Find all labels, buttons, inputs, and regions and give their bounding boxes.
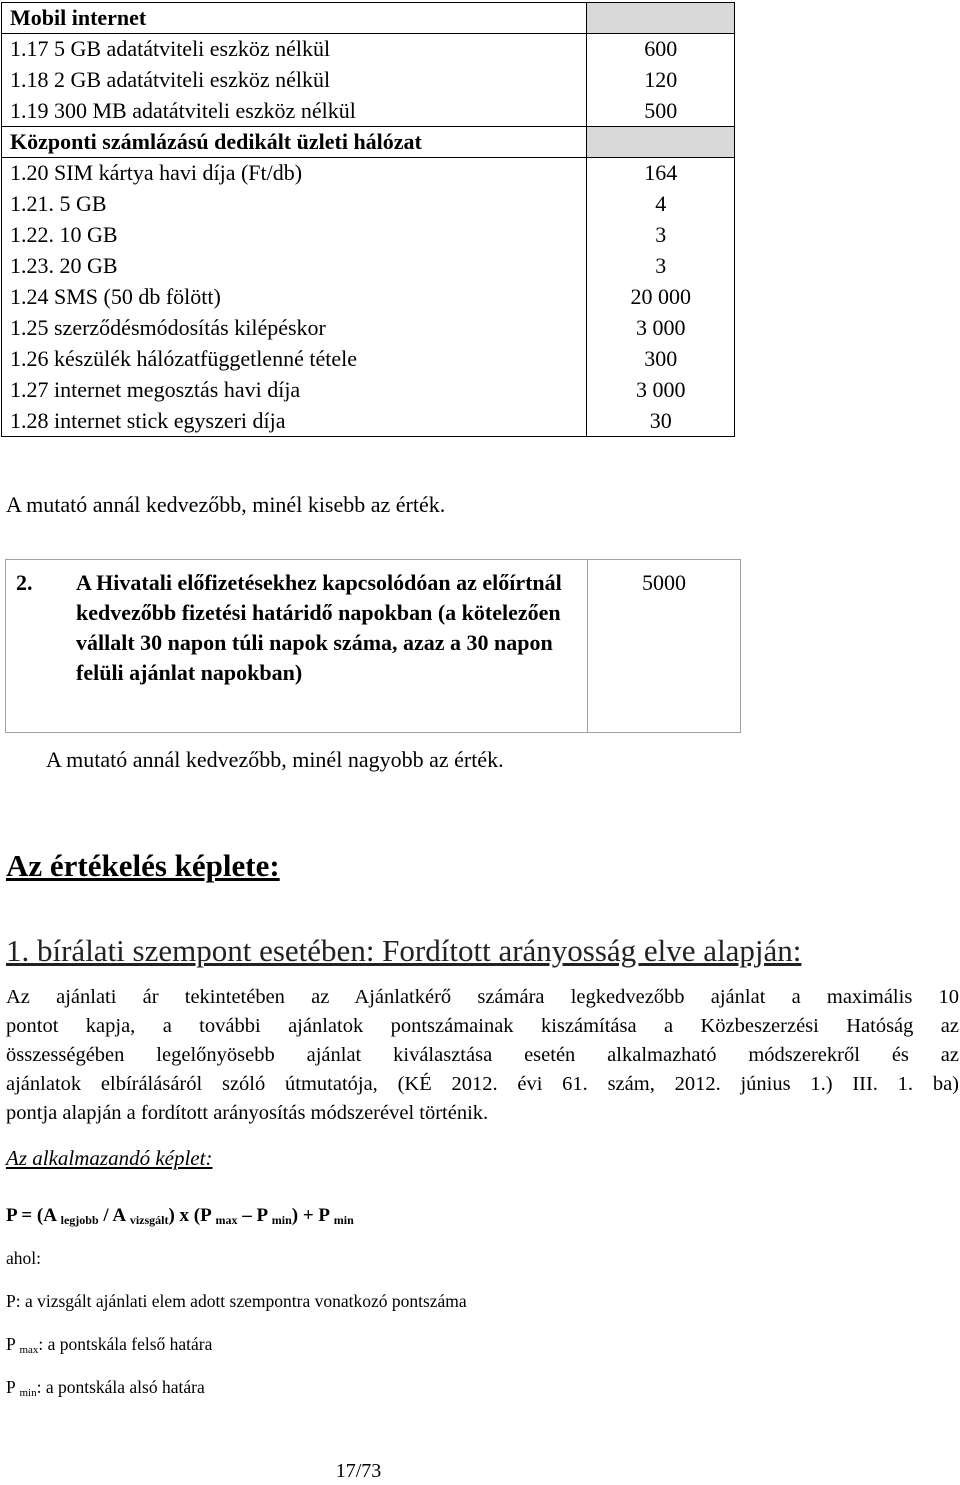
row-label: 1.22. 10 GB — [2, 220, 587, 251]
definition-pmax — [6, 1331, 212, 1363]
row-label: 1.23. 20 GB — [2, 251, 587, 282]
row-label: Központi számlázású dedikált üzleti hálózat — [2, 127, 587, 158]
paragraph-line: pontot kapja, a további ajánlatok pontszámainak kiszámítása a Közbeszerzési Hatóság az — [6, 1015, 959, 1037]
definition-p: P: a vizsgált ajánlati elem adott szempontra vonatkozó pontszáma — [6, 1291, 467, 1311]
criterion-text: A Hivatali előfizetésekhez kapcsolódóan az előírtnál kedvezőbb fizetési határidő napokban (a kötelezően vállalt 30 napon túli napok száma, azaz a 30 napon felüli ajánlat napokban) — [76, 570, 562, 685]
formula-part: / A — [98, 1205, 130, 1226]
row-label: 1.26 készülék hálózatfüggetlenné tétele — [2, 344, 587, 375]
row-value — [587, 3, 735, 34]
def-base: P — [6, 1377, 20, 1397]
row-label: 1.21. 5 GB — [2, 189, 587, 220]
page-number: 17/73 — [335, 1460, 382, 1482]
formula-part: P = (A — [6, 1205, 61, 1226]
criterion-value: 5000 — [642, 570, 686, 595]
formula-part: ) x (P — [168, 1205, 216, 1226]
row-value: 20 000 — [587, 282, 735, 313]
row-value: 4 — [587, 189, 735, 220]
row-label: 1.24 SMS (50 db fölött) — [2, 282, 587, 313]
table-row — [2, 34, 735, 65]
def-text: : a pontskála felső határa — [38, 1334, 213, 1354]
table-row — [2, 189, 735, 220]
table-row — [2, 251, 735, 282]
row-value: 500 — [587, 96, 735, 127]
formula-part: – P — [237, 1205, 272, 1226]
table-row — [2, 344, 735, 375]
paragraph-line: ajánlatok elbírálásáról szóló útmutatója, (KÉ 2012. évi 61. szám, 2012. június 1.) III. 1. ba) — [6, 1073, 959, 1095]
row-value: 600 — [587, 34, 735, 65]
table-row — [2, 96, 735, 127]
row-value — [587, 127, 735, 158]
table-row — [2, 65, 735, 96]
table-row — [2, 3, 735, 34]
formula-part: ) + P — [291, 1205, 334, 1226]
note-larger-better: A mutató annál kedvezőbb, minél nagyobb az érték. — [46, 747, 504, 772]
def-subscript: min — [19, 1387, 37, 1399]
table-row — [2, 406, 735, 437]
formula-subscript: vizsgált — [129, 1213, 169, 1227]
table-row — [2, 313, 735, 344]
sub-heading: 1. bírálati szempont esetében: Fordított arányosság elve alapján: — [6, 933, 802, 968]
row-label: 1.27 internet megosztás havi díja — [2, 375, 587, 406]
row-label: 1.20 SIM kártya havi díja (Ft/db) — [2, 158, 587, 189]
table-row — [2, 282, 735, 313]
row-label: 1.19 300 MB adatátviteli eszköz nélkül — [2, 96, 587, 127]
ahol-label: ahol: — [6, 1248, 41, 1268]
def-subscript: max — [19, 1344, 39, 1356]
definition-pmin — [6, 1374, 205, 1406]
section-heading: Az értékelés képlete: — [6, 848, 280, 883]
row-value: 300 — [587, 344, 735, 375]
formula — [6, 1201, 354, 1235]
paragraph-line: Az ajánlati ár tekintetében az Ajánlatkérő számára legkedvezőbb ajánlat a maximális 10 — [6, 986, 959, 1008]
note-smaller-better: A mutató annál kedvezőbb, minél kisebb az érték. — [6, 492, 446, 517]
table-row — [2, 220, 735, 251]
row-value: 30 — [587, 406, 735, 437]
row-value: 120 — [587, 65, 735, 96]
formula-subscript: min — [333, 1213, 354, 1227]
row-value: 3 — [587, 251, 735, 282]
paragraph-line: összességében legelőnyösebb ajánlat kiválasztása esetén alkalmazható módszerekről és az — [6, 1044, 959, 1066]
row-label: 1.17 5 GB adatátviteli eszköz nélkül — [2, 34, 587, 65]
row-label: Mobil internet — [2, 3, 587, 34]
formula-subscript: max — [215, 1213, 238, 1227]
formula-label: Az alkalmazandó képlet: — [6, 1146, 213, 1170]
criterion-2-box — [5, 559, 741, 733]
row-value: 164 — [587, 158, 735, 189]
row-value: 3 000 — [587, 313, 735, 344]
formula-subscript: legjobb — [60, 1213, 99, 1227]
row-label: 1.28 internet stick egyszeri díja — [2, 406, 587, 437]
table-row — [2, 375, 735, 406]
tariff-table — [1, 2, 735, 437]
body-paragraph — [6, 983, 959, 1128]
table-row — [2, 158, 735, 189]
row-value: 3 — [587, 220, 735, 251]
def-base: P — [6, 1334, 20, 1354]
row-label: 1.25 szerződésmódosítás kilépéskor — [2, 313, 587, 344]
def-text: : a pontskála alsó határa — [36, 1377, 205, 1397]
table-row — [2, 127, 735, 158]
row-label: 1.18 2 GB adatátviteli eszköz nélkül — [2, 65, 587, 96]
row-value: 3 000 — [587, 375, 735, 406]
paragraph-line: pontja alapján a fordított arányosítás módszerével történik. — [6, 1102, 489, 1124]
formula-subscript: min — [271, 1213, 292, 1227]
criterion-number: 2. — [16, 570, 33, 595]
